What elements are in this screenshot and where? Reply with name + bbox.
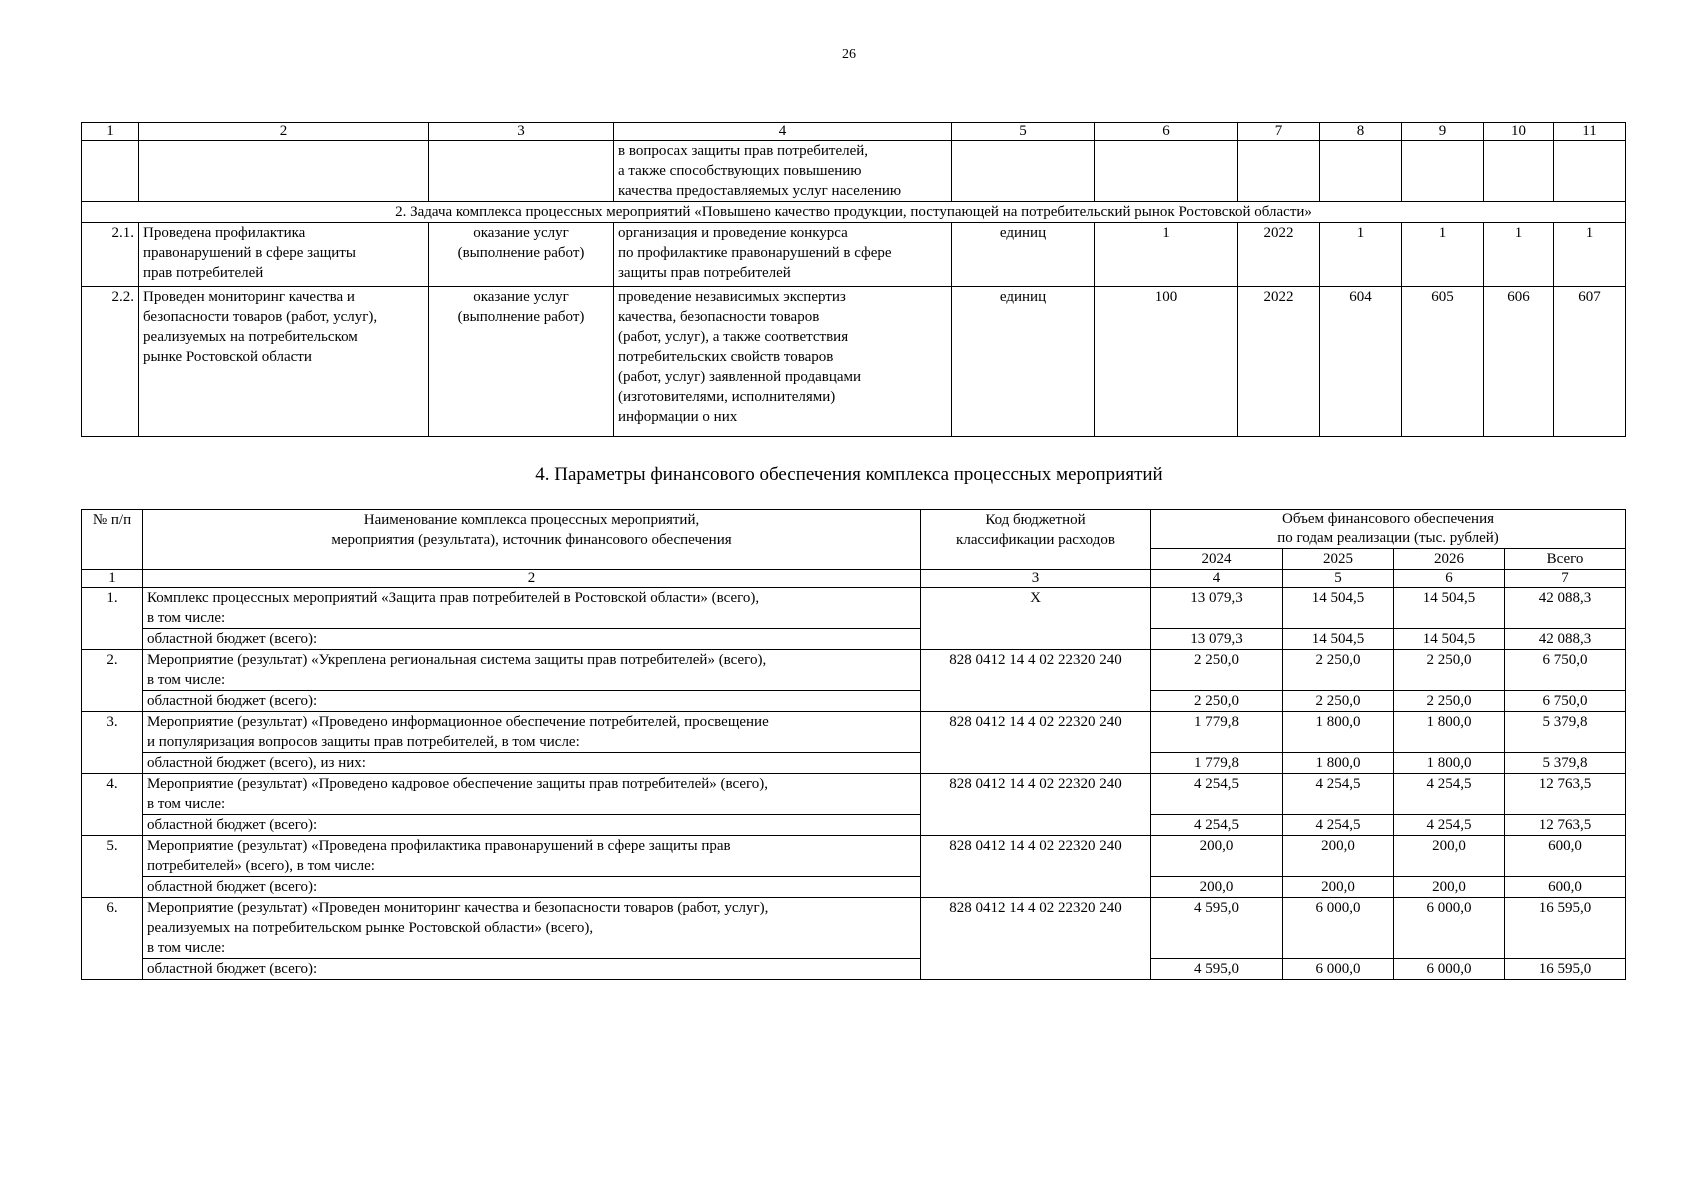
table-row <box>82 774 1626 815</box>
base-value: 1 <box>1095 223 1238 287</box>
sub-value-total: 16 595,0 <box>1505 959 1626 980</box>
activity-name: Мероприятие (результат) «Проведено информационное обеспечение потребителей, просвещение и популяризация вопросов защиты прав потребителей, в том числе: <box>143 712 921 753</box>
sub-value-2025: 4 254,5 <box>1283 815 1394 836</box>
sub-value-2024: 4 254,5 <box>1151 815 1283 836</box>
table-subrow <box>82 691 1626 712</box>
funding-source: областной бюджет (всего): <box>143 959 921 980</box>
sub-value-2025: 6 000,0 <box>1283 959 1394 980</box>
col-number: 4 <box>1151 570 1283 588</box>
funding-source: областной бюджет (всего): <box>143 691 921 712</box>
result-name: Проведен мониторинг качества и безопасности товаров (работ, услуг), реализуемых на потребительском рынке Ростовской области <box>139 287 429 437</box>
row-number: 2.2. <box>82 287 139 437</box>
result-name: Проведена профилактика правонарушений в сфере защиты прав потребителей <box>139 223 429 287</box>
value-2025: 1 <box>1402 223 1484 287</box>
value-total: 16 595,0 <box>1505 898 1626 959</box>
header-total: Всего <box>1505 549 1626 570</box>
activity-name: Мероприятие (результат) «Проведен мониторинг качества и безопасности товаров (работ, услуг), реализуемых на потребительском рынке Ростовской области» (всего), в том числе: <box>143 898 921 959</box>
table-row <box>82 588 1626 629</box>
value-2024: 4 595,0 <box>1151 898 1283 959</box>
result-type: оказание услуг (выполнение работ) <box>429 223 614 287</box>
table-subrow <box>82 877 1626 898</box>
value-total: 600,0 <box>1505 836 1626 877</box>
col-number: 1 <box>82 570 143 588</box>
column-number-row <box>82 570 1626 588</box>
row-number: 3. <box>82 712 143 774</box>
value-2025: 14 504,5 <box>1283 588 1394 629</box>
sub-value-2026: 2 250,0 <box>1394 691 1505 712</box>
result-description: организация и проведение конкурса по профилактике правонарушений в сфере защиты прав потребителей <box>614 223 952 287</box>
value-2025: 6 000,0 <box>1283 898 1394 959</box>
row-number: 1. <box>82 588 143 650</box>
value-2024: 2 250,0 <box>1151 650 1283 691</box>
value-2026: 14 504,5 <box>1394 588 1505 629</box>
value-2024: 200,0 <box>1151 836 1283 877</box>
table-row <box>82 836 1626 877</box>
col-number: 6 <box>1394 570 1505 588</box>
value-2025: 200,0 <box>1283 836 1394 877</box>
sub-value-total: 12 763,5 <box>1505 815 1626 836</box>
value-2025: 2 250,0 <box>1283 650 1394 691</box>
value-2026: 200,0 <box>1394 836 1505 877</box>
value-2024: 4 254,5 <box>1151 774 1283 815</box>
financing-table <box>81 509 1626 980</box>
value-2027: 607 <box>1554 287 1626 437</box>
sub-value-2024: 13 079,3 <box>1151 629 1283 650</box>
col-number: 5 <box>1283 570 1394 588</box>
result-type: оказание услуг (выполнение работ) <box>429 287 614 437</box>
table-subrow <box>82 629 1626 650</box>
budget-code: X <box>921 588 1151 650</box>
value-2026: 1 800,0 <box>1394 712 1505 753</box>
value-2027: 1 <box>1554 223 1626 287</box>
base-year: 2022 <box>1238 287 1320 437</box>
funding-source: областной бюджет (всего), из них: <box>143 753 921 774</box>
value-2026: 1 <box>1484 223 1554 287</box>
base-year: 2022 <box>1238 223 1320 287</box>
sub-value-2026: 200,0 <box>1394 877 1505 898</box>
col-number: 6 <box>1095 123 1238 141</box>
header-volume: Объем финансового обеспечения по годам реализации (тыс. рублей) <box>1151 510 1626 549</box>
sub-value-total: 42 088,3 <box>1505 629 1626 650</box>
col-number: 2 <box>143 570 921 588</box>
budget-code: 828 0412 14 4 02 22320 240 <box>921 898 1151 980</box>
activity-name: Мероприятие (результат) «Укреплена региональная система защиты прав потребителей» (всего), в том числе: <box>143 650 921 691</box>
value-2026: 6 000,0 <box>1394 898 1505 959</box>
table-row <box>82 287 1626 437</box>
col-number: 7 <box>1505 570 1626 588</box>
value-total: 12 763,5 <box>1505 774 1626 815</box>
col-number: 7 <box>1238 123 1320 141</box>
value-total: 42 088,3 <box>1505 588 1626 629</box>
col-number: 3 <box>921 570 1151 588</box>
header-code: Код бюджетной классификации расходов <box>921 510 1151 570</box>
sub-value-2026: 1 800,0 <box>1394 753 1505 774</box>
section-title: 4. Параметры финансового обеспечения комплекса процессных мероприятий <box>535 464 1163 485</box>
continuation-description: в вопросах защиты прав потребителей, а также способствующих повышению качества предоставляемых услуг населению <box>614 141 952 202</box>
col-number: 4 <box>614 123 952 141</box>
sub-value-2024: 4 595,0 <box>1151 959 1283 980</box>
base-value: 100 <box>1095 287 1238 437</box>
sub-value-2025: 200,0 <box>1283 877 1394 898</box>
sub-value-total: 600,0 <box>1505 877 1626 898</box>
header-num: № п/п <box>82 510 143 570</box>
budget-code: 828 0412 14 4 02 22320 240 <box>921 836 1151 898</box>
value-total: 5 379,8 <box>1505 712 1626 753</box>
budget-code: 828 0412 14 4 02 22320 240 <box>921 650 1151 712</box>
col-number: 11 <box>1554 123 1626 141</box>
col-number: 2 <box>139 123 429 141</box>
col-number: 5 <box>952 123 1095 141</box>
sub-value-2024: 1 779,8 <box>1151 753 1283 774</box>
sub-value-2025: 1 800,0 <box>1283 753 1394 774</box>
table-row <box>82 650 1626 691</box>
result-description: проведение независимых экспертиз качества, безопасности товаров (работ, услуг), а также соответствия потребительских свойств товаров (работ, услуг) заявленной продавцами (изготовителями, исполнителями) информации о них <box>614 287 952 437</box>
value-2026: 4 254,5 <box>1394 774 1505 815</box>
funding-source: областной бюджет (всего): <box>143 877 921 898</box>
sub-value-2026: 6 000,0 <box>1394 959 1505 980</box>
value-total: 6 750,0 <box>1505 650 1626 691</box>
activity-name: Комплекс процессных мероприятий «Защита прав потребителей в Ростовской области» (всего), в том числе: <box>143 588 921 629</box>
row-number: 2. <box>82 650 143 712</box>
table-subrow <box>82 815 1626 836</box>
funding-source: областной бюджет (всего): <box>143 815 921 836</box>
sub-value-2026: 4 254,5 <box>1394 815 1505 836</box>
task-header-row <box>82 202 1626 223</box>
page-number: 26 <box>842 47 856 62</box>
table-subrow <box>82 753 1626 774</box>
continuation-row <box>82 141 1626 202</box>
indicators-table <box>81 122 1626 437</box>
activity-name: Мероприятие (результат) «Проведено кадровое обеспечение защиты прав потребителей» (всего), в том числе: <box>143 774 921 815</box>
row-number: 6. <box>82 898 143 980</box>
table-row <box>82 898 1626 959</box>
sub-value-2026: 14 504,5 <box>1394 629 1505 650</box>
header-year: 2026 <box>1394 549 1505 570</box>
row-number: 4. <box>82 774 143 836</box>
header-row <box>82 510 1626 549</box>
sub-value-total: 5 379,8 <box>1505 753 1626 774</box>
budget-code: 828 0412 14 4 02 22320 240 <box>921 774 1151 836</box>
col-number: 1 <box>82 123 139 141</box>
value-2026: 2 250,0 <box>1394 650 1505 691</box>
header-year: 2025 <box>1283 549 1394 570</box>
value-2025: 605 <box>1402 287 1484 437</box>
value-2024: 1 779,8 <box>1151 712 1283 753</box>
row-number: 2.1. <box>82 223 139 287</box>
value-2025: 1 800,0 <box>1283 712 1394 753</box>
table-row <box>82 223 1626 287</box>
unit: единиц <box>952 287 1095 437</box>
sub-value-2024: 2 250,0 <box>1151 691 1283 712</box>
sub-value-total: 6 750,0 <box>1505 691 1626 712</box>
col-number: 10 <box>1484 123 1554 141</box>
value-2024: 604 <box>1320 287 1402 437</box>
activity-name: Мероприятие (результат) «Проведена профилактика правонарушений в сфере защиты прав потребителей» (всего), в том числе: <box>143 836 921 877</box>
sub-value-2024: 200,0 <box>1151 877 1283 898</box>
budget-code: 828 0412 14 4 02 22320 240 <box>921 712 1151 774</box>
funding-source: областной бюджет (всего): <box>143 629 921 650</box>
col-number: 8 <box>1320 123 1402 141</box>
col-number: 3 <box>429 123 614 141</box>
value-2024: 1 <box>1320 223 1402 287</box>
value-2025: 4 254,5 <box>1283 774 1394 815</box>
task-header: 2. Задача комплекса процессных мероприятий «Повышено качество продукции, поступающей на потребительский рынок Ростовской области» <box>82 202 1626 223</box>
header-year: 2024 <box>1151 549 1283 570</box>
value-2026: 606 <box>1484 287 1554 437</box>
col-number: 9 <box>1402 123 1484 141</box>
table-subrow <box>82 959 1626 980</box>
header-name: Наименование комплекса процессных мероприятий, мероприятия (результата), источник финансового обеспечения <box>143 510 921 570</box>
column-number-row <box>82 123 1626 141</box>
sub-value-2025: 14 504,5 <box>1283 629 1394 650</box>
sub-value-2025: 2 250,0 <box>1283 691 1394 712</box>
row-number: 5. <box>82 836 143 898</box>
value-2024: 13 079,3 <box>1151 588 1283 629</box>
table-row <box>82 712 1626 753</box>
unit: единиц <box>952 223 1095 287</box>
